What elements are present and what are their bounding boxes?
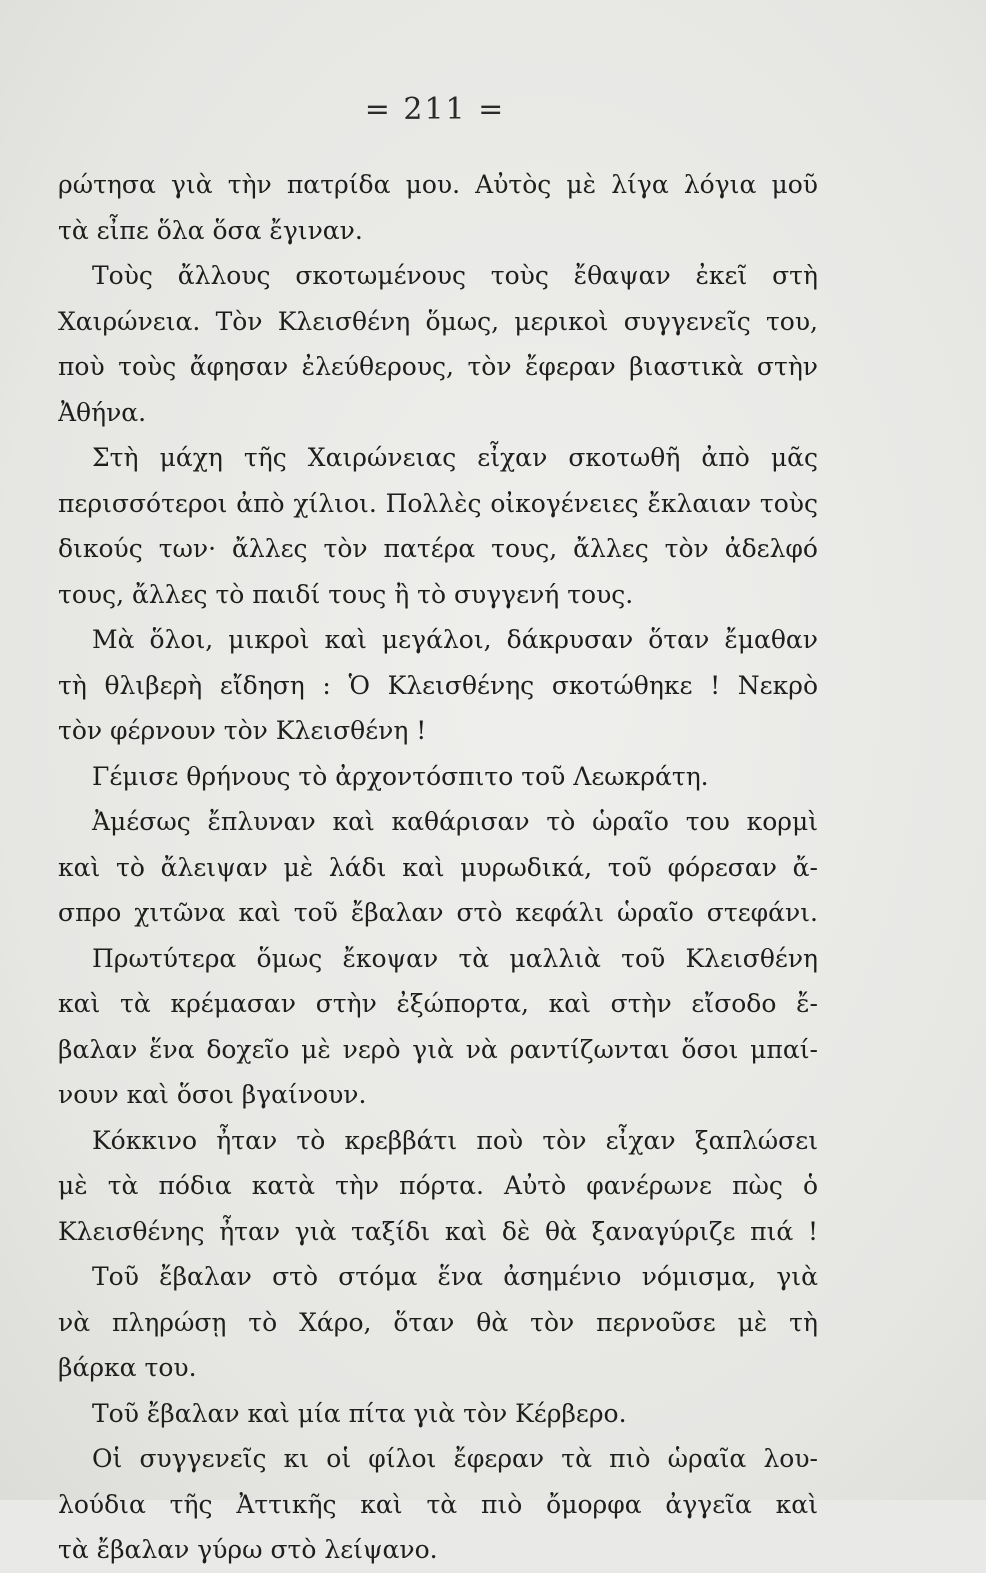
text-line: περισσότεροι ἀπὸ χίλιοι. Πολλὲς οἰκογένειες ἔκλαιαν τοὺς bbox=[58, 488, 818, 518]
text-line: Οἱ συγγενεῖς κι οἱ φίλοι ἔφεραν τὰ πιὸ ὡραῖα λου- bbox=[92, 1444, 818, 1473]
text-line: Τοῦ ἔβαλαν καὶ μία πίτα γιὰ τὸν Κέρβερο. bbox=[92, 1398, 627, 1428]
text-line: σπρο χιτῶνα καὶ τοῦ ἔβαλαν στὸ κεφάλι ὡραῖο στεφάνι. bbox=[58, 898, 818, 927]
text-line: τὴ θλιβερὴ εἴδηση : Ὁ Κλεισθένης σκοτώθηκε ! Νεκρὸ bbox=[58, 670, 818, 700]
text-line: καὶ τὰ κρέμασαν στὴν ἐξώπορτα, καὶ στὴν εἴσοδο ἔ- bbox=[58, 989, 818, 1018]
text-line: καὶ τὸ ἄλειψαν μὲ λάδι καὶ μυρωδικά, τοῦ φόρεσαν ἄ- bbox=[58, 852, 818, 882]
text-line: Ἀθήνα. bbox=[58, 397, 147, 427]
text-line: νουν καὶ ὅσοι βγαίνουν. bbox=[58, 1080, 367, 1109]
text-line: Χαιρώνεια. Τὸν Κλεισθένη ὅμως, μερικοὶ συγγενεῖς του, bbox=[58, 306, 818, 336]
body-text bbox=[58, 162, 818, 1573]
text-line: Γέμισε θρήνους τὸ ἀρχοντόσπιτο τοῦ Λεωκράτη. bbox=[92, 761, 709, 791]
text-line: τὸν φέρνουν τὸν Κλεισθένη ! bbox=[58, 716, 427, 745]
text-line: τὰ ἔβαλαν γύρω στὸ λείψανο. bbox=[58, 1535, 438, 1564]
text-line: ποὺ τοὺς ἄφησαν ἐλεύθερους, τὸν ἔφεραν βιαστικὰ στὴν bbox=[58, 352, 818, 381]
text-line: Τοὺς ἄλλους σκοτωμένους τοὺς ἔθαψαν ἐκεῖ στὴ bbox=[92, 261, 818, 290]
text-line: μὲ τὰ πόδια κατὰ τὴν πόρτα. Αὐτὸ φανέρωνε πὼς ὁ bbox=[58, 1171, 818, 1200]
text-line: βάρκα του. bbox=[58, 1353, 197, 1382]
text-line: Κλεισθένης ἦταν γιὰ ταξίδι καὶ δὲ θὰ ξαναγύριζε πιά ! bbox=[58, 1216, 818, 1246]
text-line: νὰ πληρώσῃ τὸ Χάρο, ὅταν θὰ τὸν περνοῦσε μὲ τὴ bbox=[58, 1307, 818, 1337]
page-number: = 211 = bbox=[364, 92, 506, 127]
text-line: ρώτησα γιὰ τὴν πατρίδα μου. Αὐτὸς μὲ λίγα λόγια μοῦ bbox=[58, 170, 818, 199]
text-line: δικούς των· ἄλλες τὸν πατέρα τους, ἄλλες τὸν ἀδελφό bbox=[58, 534, 818, 563]
text-line: Ἀμέσως ἔπλυναν καὶ καθάρισαν τὸ ὡραῖο του κορμὶ bbox=[92, 807, 818, 836]
text-line: τὰ εἶπε ὅλα ὅσα ἔγιναν. bbox=[58, 215, 363, 245]
text-line: Πρωτύτερα ὅμως ἔκοψαν τὰ μαλλιὰ τοῦ Κλεισθένη bbox=[92, 943, 818, 973]
text-line: Κόκκινο ἦταν τὸ κρεββάτι ποὺ τὸν εἶχαν ξαπλώσει bbox=[92, 1125, 818, 1155]
text-line: τους, ἄλλες τὸ παιδί τους ἢ τὸ συγγενή τους. bbox=[58, 579, 634, 609]
text-line: Τοῦ ἔβαλαν στὸ στόμα ἕνα ἀσημένιο νόμισμα, γιὰ bbox=[92, 1262, 818, 1291]
text-line: Στὴ μάχη τῆς Χαιρώνειας εἶχαν σκοτωθῆ ἀπὸ μᾶς bbox=[92, 443, 818, 472]
text-line: Μὰ ὅλοι, μικροὶ καὶ μεγάλοι, δάκρυσαν ὅταν ἔμαθαν bbox=[92, 625, 818, 654]
text-line: λούδια τῆς Ἀττικῆς καὶ τὰ πιὸ ὄμορφα ἀγγεῖα καὶ bbox=[58, 1489, 818, 1519]
text-line: βαλαν ἕνα δοχεῖο μὲ νερὸ γιὰ νὰ ραντίζωνται ὅσοι μπαί- bbox=[58, 1034, 818, 1064]
